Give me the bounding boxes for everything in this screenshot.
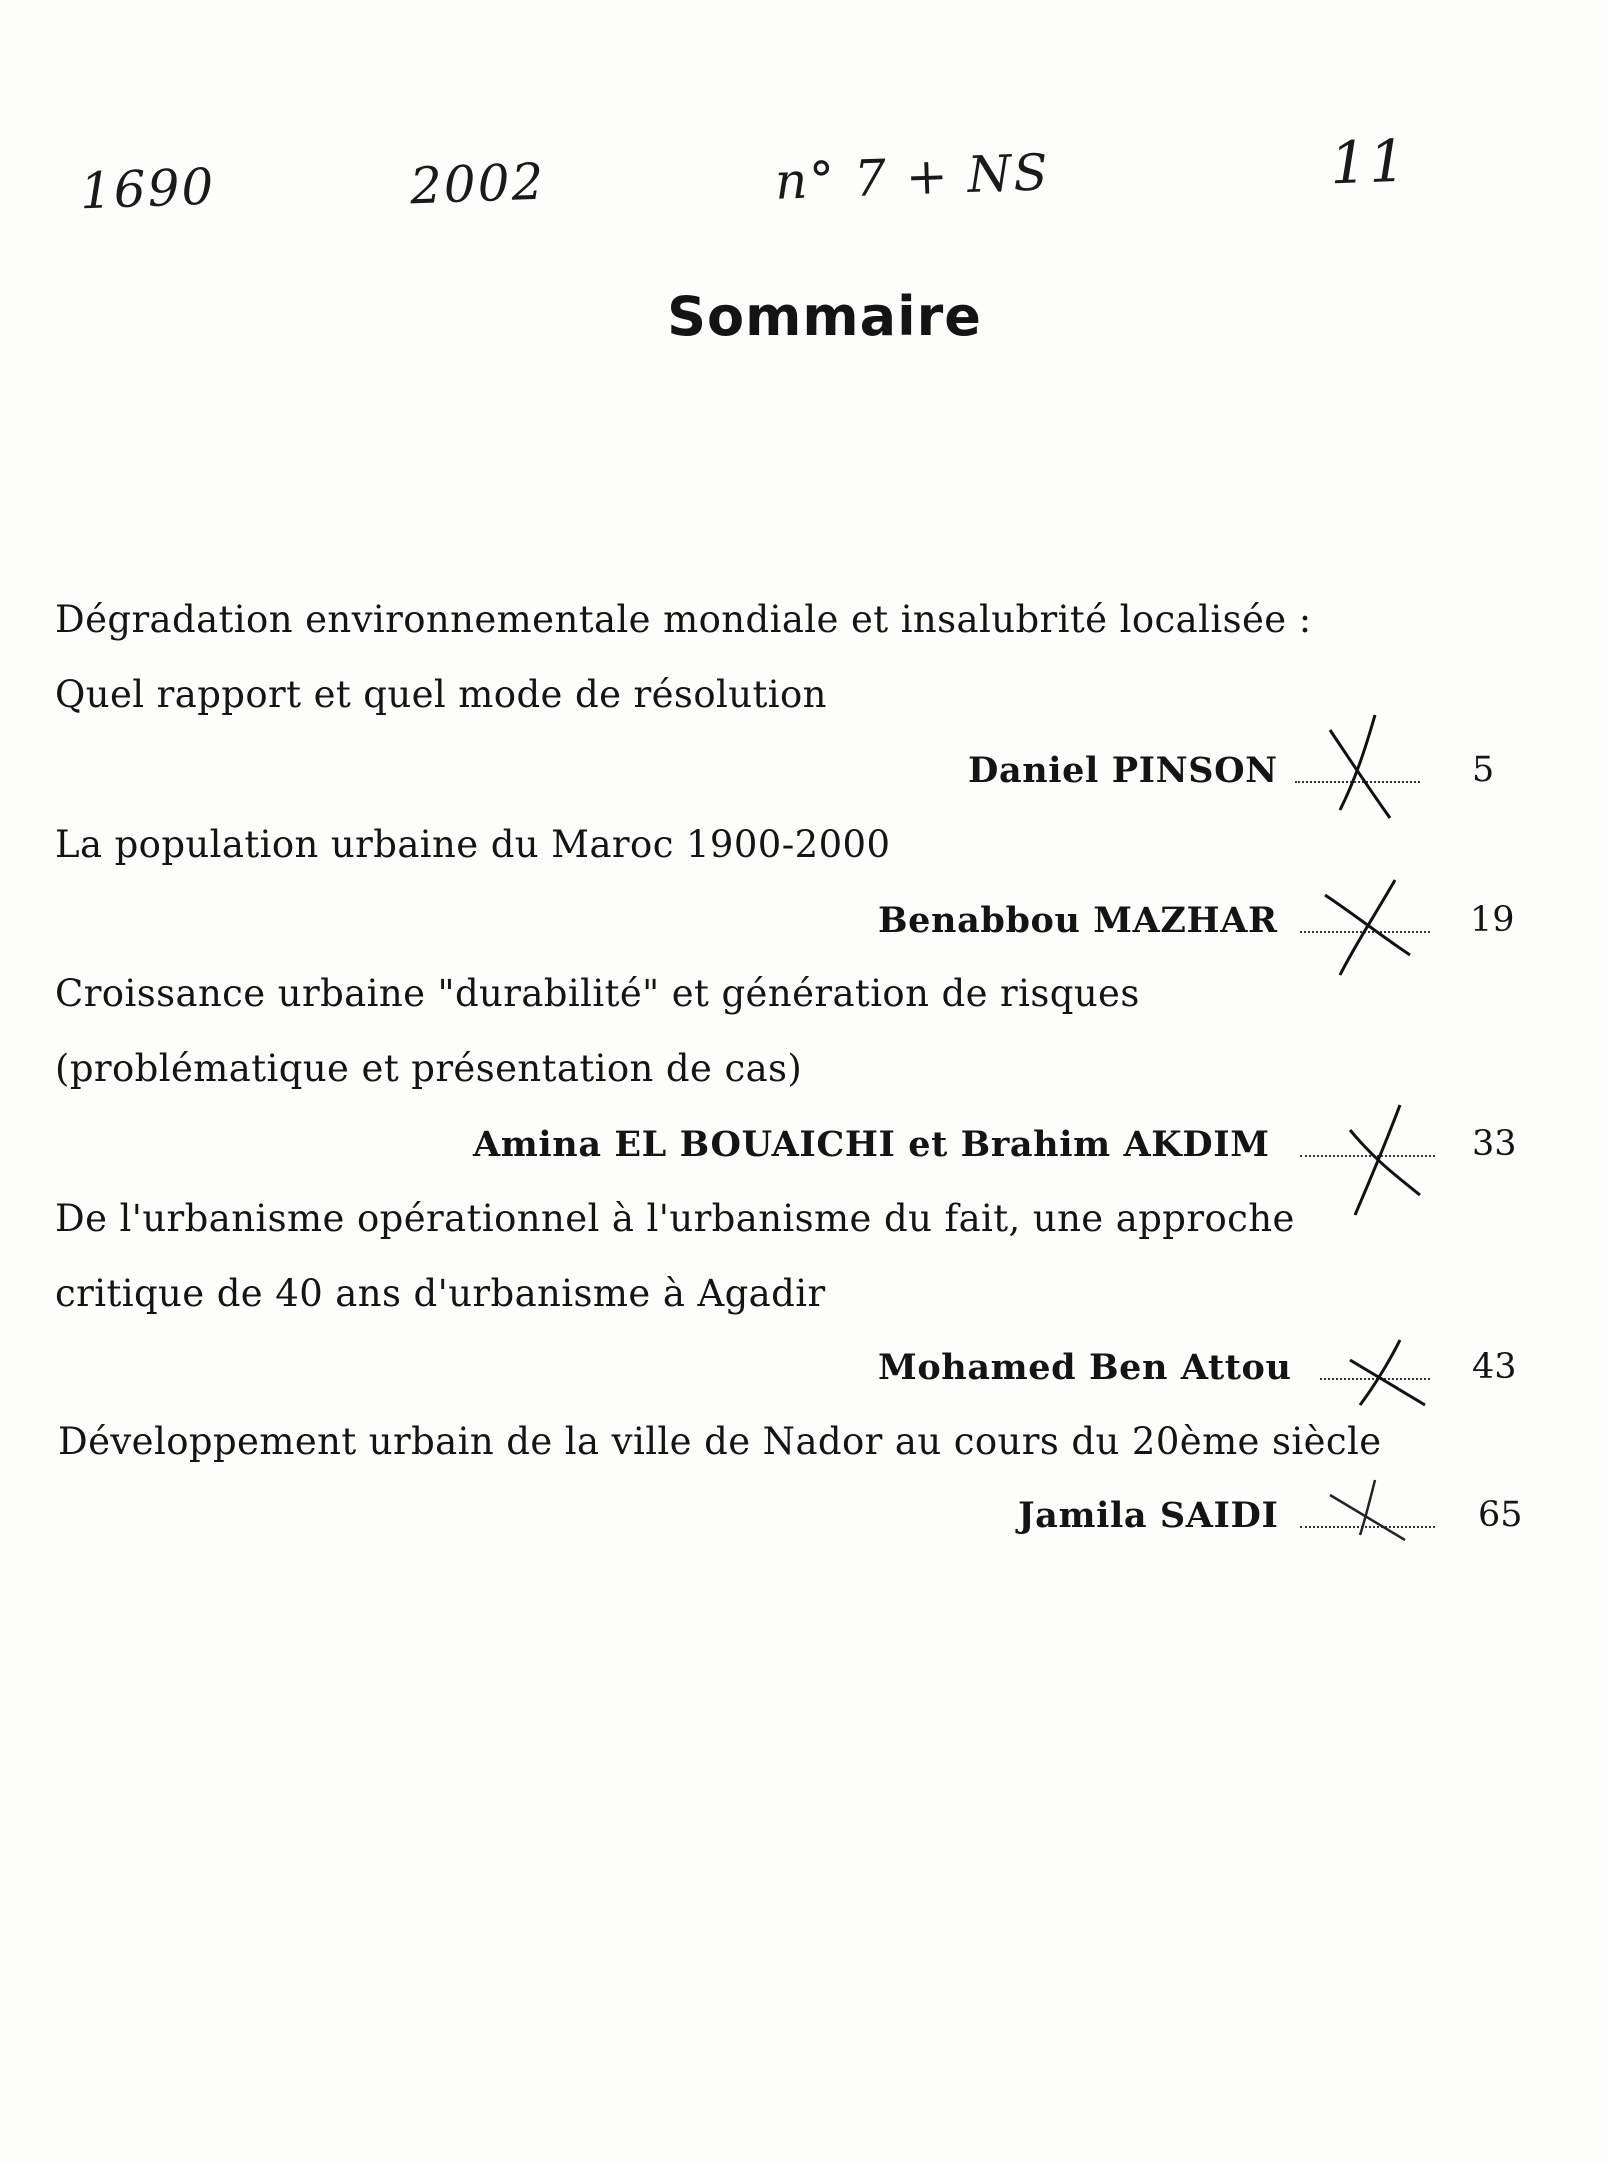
entry-1-cross-mark [1320, 710, 1410, 820]
entry-4-author: Mohamed Ben Attou [878, 1347, 1292, 1388]
entry-5-cross-mark [1325, 1480, 1415, 1590]
entry-4-title-line-2: critique de 40 ans d'urbanisme à Agadir [55, 1272, 826, 1315]
entry-2-author: Benabbou MAZHAR [878, 900, 1278, 941]
entry-5-author: Jamila SAIDI [1018, 1495, 1279, 1536]
handwritten-corner-mark: 11 [1328, 126, 1409, 198]
entry-3-title-line-1: Croissance urbaine "durabilité" et génération de risques [55, 972, 1140, 1015]
entry-1-author: Daniel PINSON [968, 750, 1278, 791]
entry-4-page: 43 [1472, 1347, 1517, 1387]
entry-1-title-line-2: Quel rapport et quel mode de résolution [55, 673, 827, 716]
handwritten-ref-number: 1690 [79, 157, 217, 221]
entry-4-title-line-1: De l'urbanisme opérationnel à l'urbanisme du fait, une approche [55, 1197, 1295, 1240]
page-title: Sommaire [667, 285, 982, 348]
entry-1-title-line-1: Dégradation environnementale mondiale et insalubrité localisée : [55, 598, 1312, 641]
entry-2-cross-mark [1320, 875, 1410, 985]
entry-3-cross-mark [1340, 1105, 1430, 1215]
entry-1-page: 5 [1472, 750, 1495, 790]
entry-5-page: 65 [1478, 1495, 1523, 1535]
handwritten-issue: n° 7 + NS [774, 143, 1051, 211]
entry-5-title-line-1: Développement urbain de la ville de Nador au cours du 20ème siècle [58, 1420, 1382, 1463]
entry-3-title-line-2: (problématique et présentation de cas) [55, 1047, 803, 1090]
entry-3-author: Amina EL BOUAICHI et Brahim AKDIM [473, 1124, 1270, 1165]
entry-2-title-line-1: La population urbaine du Maroc 1900-2000 [55, 823, 891, 866]
handwritten-year: 2002 [409, 152, 547, 216]
entry-3-page: 33 [1472, 1124, 1517, 1164]
entry-2-page: 19 [1470, 900, 1515, 940]
